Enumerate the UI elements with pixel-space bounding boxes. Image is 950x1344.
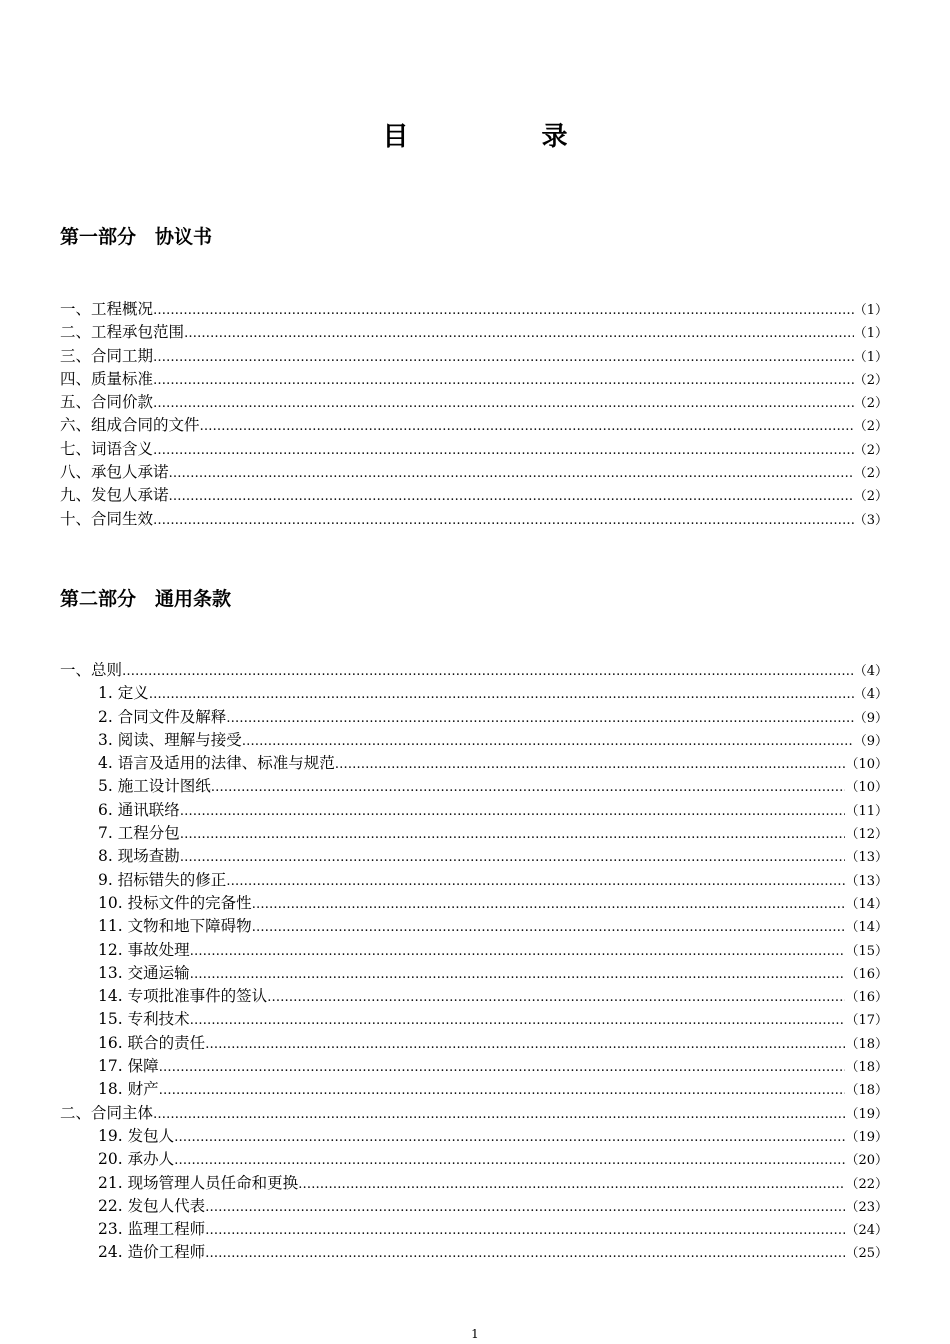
dot-leader xyxy=(149,683,854,705)
toc-entry-label: 6. 通讯联络 xyxy=(98,800,180,819)
toc-entry-page-number: （22） xyxy=(845,1176,888,1192)
toc-entry-label: 七、词语含义 xyxy=(60,439,154,458)
toc-entry[interactable] xyxy=(60,939,888,962)
toc-entry-label: 18. 财产 xyxy=(98,1080,159,1099)
dot-leader xyxy=(180,846,846,868)
toc-entry[interactable] xyxy=(60,845,888,868)
dot-leader xyxy=(267,986,845,1008)
toc-entry-page-number: （14） xyxy=(845,896,888,912)
toc-entry[interactable] xyxy=(60,438,888,461)
toc-entry-label: 一、工程概况 xyxy=(60,300,154,318)
dot-leader xyxy=(226,707,854,729)
toc-entry-page-number: （3） xyxy=(853,512,888,528)
toc-entry-label: 11. 文物和地下障碍物 xyxy=(98,917,252,936)
dot-leader xyxy=(190,963,846,985)
toc-entry[interactable] xyxy=(60,1148,888,1171)
toc-entry-label: 一、总则 xyxy=(60,661,123,679)
toc-entry-label: 三、合同工期 xyxy=(60,346,154,365)
toc-entry[interactable] xyxy=(60,892,888,915)
toc-entry-label: 4. 语言及适用的法律、标准与规范 xyxy=(98,754,335,773)
toc-entry-label: 23. 监理工程师 xyxy=(98,1220,206,1239)
toc-entry[interactable] xyxy=(60,391,888,414)
toc-entry-label: 3. 阅读、理解与接受 xyxy=(98,730,242,749)
toc-entry-page-number: （13） xyxy=(845,873,888,889)
dot-leader xyxy=(122,660,854,682)
toc-entry-label: 1. 定义 xyxy=(98,684,149,703)
toc-entry-label: 24. 造价工程师 xyxy=(98,1243,206,1262)
toc-entry-page-number: （2） xyxy=(853,396,888,412)
toc-entry-page-number: （11） xyxy=(845,803,888,819)
dot-leader xyxy=(153,392,854,414)
dot-leader xyxy=(174,1149,845,1171)
toc-entry[interactable] xyxy=(60,985,888,1008)
toc-entry-label: 二、工程承包范围 xyxy=(60,323,185,342)
page-number: 1 xyxy=(471,1327,479,1341)
toc-entry-label: 五、合同价款 xyxy=(60,393,154,412)
dot-leader xyxy=(180,800,846,822)
toc-entry-page-number: （19） xyxy=(845,1106,888,1122)
toc-entry-page-number: （20） xyxy=(845,1153,888,1169)
toc-entry-page-number: （4） xyxy=(853,664,888,679)
toc-entry-page-number: （10） xyxy=(845,780,888,796)
toc-entry-label: 12. 事故处理 xyxy=(98,940,190,959)
toc-entry[interactable] xyxy=(60,752,888,775)
toc-entry-label: 20. 承办人 xyxy=(98,1150,175,1169)
toc-entry-label: 13. 交通运输 xyxy=(98,963,190,982)
toc-entry-page-number: （2） xyxy=(853,419,888,435)
dot-leader xyxy=(205,1242,845,1264)
dot-leader xyxy=(153,369,854,391)
toc-entry[interactable] xyxy=(60,508,888,531)
toc-entry[interactable] xyxy=(60,1055,888,1078)
toc-entry-label: 22. 发包人代表 xyxy=(98,1196,206,1215)
toc-entry-label: 9. 招标错失的修正 xyxy=(98,870,227,889)
dot-leader xyxy=(180,823,846,845)
toc-entry-label: 7. 工程分包 xyxy=(98,824,180,843)
toc-entry[interactable] xyxy=(60,1125,888,1148)
toc-entry-label: 八、承包人承诺 xyxy=(60,463,169,482)
toc-entry[interactable] xyxy=(60,869,888,892)
toc-entry-label: 二、合同主体 xyxy=(60,1103,154,1122)
toc-entry-page-number: （18） xyxy=(845,1036,888,1052)
toc-entry[interactable] xyxy=(60,775,888,798)
toc-entry[interactable] xyxy=(60,706,888,729)
toc-entry-label: 10. 投标文件的完备性 xyxy=(98,893,252,912)
toc-entry-page-number: （9） xyxy=(853,710,888,726)
toc-entry[interactable] xyxy=(60,1078,888,1101)
toc-entry[interactable] xyxy=(60,345,888,368)
toc-entry-page-number: （12） xyxy=(845,827,888,843)
toc-entry[interactable] xyxy=(60,368,888,391)
toc-entry-label: 5. 施工设计图纸 xyxy=(98,777,211,796)
toc-entry-page-number: （25） xyxy=(845,1246,888,1262)
toc-entry[interactable] xyxy=(60,799,888,822)
toc-list-part1 xyxy=(60,298,888,531)
toc-entry-page-number: （24） xyxy=(845,1223,888,1239)
dot-leader xyxy=(252,893,846,915)
dot-leader xyxy=(200,415,854,437)
toc-entry[interactable] xyxy=(60,321,888,344)
toc-entry[interactable] xyxy=(60,962,888,985)
toc-entry-page-number: （16） xyxy=(845,990,888,1006)
toc-entry-label: 16. 联合的责任 xyxy=(98,1033,206,1052)
toc-entry-page-number: （9） xyxy=(853,733,888,749)
toc-entry-page-number: （2） xyxy=(853,489,888,505)
toc-entry[interactable] xyxy=(60,1102,888,1125)
toc-entry[interactable] xyxy=(60,414,888,437)
dot-leader xyxy=(153,299,854,321)
toc-list-part2 xyxy=(60,659,888,1265)
toc-entry[interactable] xyxy=(60,298,888,321)
toc-entry-page-number: （16） xyxy=(845,966,888,982)
dot-leader xyxy=(242,730,854,752)
toc-entry-page-number: （2） xyxy=(853,372,888,388)
dot-leader xyxy=(153,509,854,531)
toc-entry[interactable] xyxy=(60,484,888,507)
dot-leader xyxy=(153,346,854,368)
toc-entry-page-number: （19） xyxy=(845,1129,888,1145)
page-title: 目 录 xyxy=(382,122,630,152)
toc-entry[interactable] xyxy=(60,659,888,682)
toc-entry-page-number: （23） xyxy=(845,1199,888,1215)
dot-leader xyxy=(153,1103,845,1125)
dot-leader xyxy=(159,1079,846,1101)
dot-leader xyxy=(190,940,846,962)
toc-entry-label: 十、合同生效 xyxy=(60,509,154,528)
dot-leader xyxy=(252,916,846,938)
dot-leader xyxy=(205,1033,845,1055)
section-heading-part1: 第一部分 协议书 xyxy=(60,226,213,248)
dot-leader xyxy=(211,776,846,798)
toc-entry-label: 四、质量标准 xyxy=(60,369,154,388)
toc-entry-label: 17. 保障 xyxy=(98,1057,159,1076)
toc-entry-page-number: （10） xyxy=(845,757,888,773)
toc-entry-label: 8. 现场查勘 xyxy=(98,847,180,866)
dot-leader xyxy=(335,753,846,775)
toc-entry-label: 2. 合同文件及解释 xyxy=(98,707,227,726)
toc-entry-page-number: （13） xyxy=(845,850,888,866)
dot-leader xyxy=(169,462,854,484)
section-heading-part2: 第二部分 通用条款 xyxy=(60,588,232,610)
dot-leader xyxy=(205,1219,845,1241)
dot-leader xyxy=(169,485,854,507)
toc-entry-label: 六、组成合同的文件 xyxy=(60,416,200,435)
toc-entry-page-number: （1） xyxy=(853,326,888,342)
toc-entry[interactable] xyxy=(60,1218,888,1241)
toc-entry-page-number: （15） xyxy=(845,943,888,959)
toc-entry-label: 九、发包人承诺 xyxy=(60,486,169,505)
toc-entry[interactable] xyxy=(60,1172,888,1195)
dot-leader xyxy=(226,870,845,892)
toc-entry[interactable] xyxy=(60,461,888,484)
toc-entry-page-number: （18） xyxy=(845,1083,888,1099)
dot-leader xyxy=(153,439,854,461)
toc-entry[interactable] xyxy=(60,729,888,752)
toc-entry-page-number: （2） xyxy=(853,442,888,458)
toc-entry-page-number: （1） xyxy=(853,349,888,365)
dot-leader xyxy=(174,1126,845,1148)
toc-entry[interactable] xyxy=(60,1032,888,1055)
toc-entry[interactable] xyxy=(60,1008,888,1031)
toc-entry-page-number: （14） xyxy=(845,920,888,936)
toc-entry-label: 19. 发包人 xyxy=(98,1126,175,1145)
toc-entry[interactable] xyxy=(60,1241,888,1264)
toc-entry[interactable] xyxy=(60,682,888,705)
toc-entry[interactable] xyxy=(60,915,888,938)
dot-leader xyxy=(159,1056,846,1078)
toc-entry-page-number: （4） xyxy=(853,687,888,703)
toc-entry-label: 14. 专项批准事件的签认 xyxy=(98,987,268,1006)
dot-leader xyxy=(298,1173,845,1195)
toc-entry-page-number: （2） xyxy=(853,466,888,482)
toc-entry[interactable] xyxy=(60,822,888,845)
toc-entry-label: 15. 专利技术 xyxy=(98,1010,190,1029)
toc-entry-page-number: （18） xyxy=(845,1060,888,1076)
toc-entry[interactable] xyxy=(60,1195,888,1218)
dot-leader xyxy=(190,1009,846,1031)
dot-leader xyxy=(184,322,854,344)
dot-leader xyxy=(205,1196,845,1218)
toc-entry-page-number: （17） xyxy=(845,1013,888,1029)
toc-entry-label: 21. 现场管理人员任命和更换 xyxy=(98,1173,299,1192)
toc-entry-page-number: （1） xyxy=(853,303,888,318)
